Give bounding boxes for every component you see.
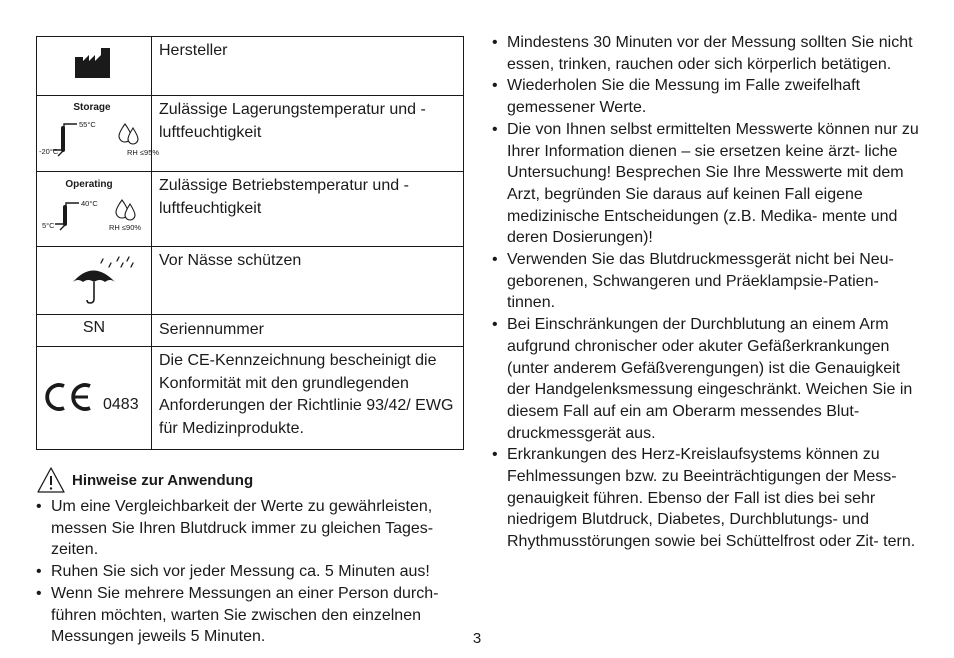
operating-label: Operating: [65, 179, 113, 190]
list-item: • Verwenden Sie das Blutdruckmessgerät nicht bei Neu- geborenen, Schwangeren und Präeklampsie-Patien- tinnen.: [492, 249, 924, 314]
table-row: [37, 37, 464, 96]
hints-heading: [36, 464, 464, 496]
icon-cell: [37, 96, 160, 172]
symbol-description: Zulässige Lagerungstemperatur und -luftfeuchtigkeit: [152, 96, 464, 172]
storage-label: Storage: [73, 102, 111, 113]
table-row: [37, 247, 464, 315]
list-item: • Bei Einschränkungen der Durchblutung an einem Arm aufgrund chronischer oder akuter Gefäßerkrankungen (unter anderem Gefäßverengungen) ist die Genauigkeit der Handgelenksmessung eingeschränkt. Weichen Sie in diesem Fall auf ein am Oberarm messendes Blut- druckmessgerät aus.: [492, 314, 924, 444]
max-temp-label: 55°C: [79, 120, 96, 129]
symbol-description: Zulässige Betriebstemperatur und -luftfeuchtigkeit: [152, 172, 464, 247]
min-temp-label: -20°C: [39, 147, 59, 156]
icon-cell: [37, 37, 152, 96]
notified-body-number: 0483: [103, 396, 139, 413]
min-temp-label: 5°C: [42, 221, 55, 230]
warning-triangle-icon: [36, 466, 66, 494]
serial-number-label: SN: [82, 319, 106, 336]
ce-mark-icon: [37, 347, 151, 444]
table-row: [37, 347, 464, 450]
hints-list-left: [36, 496, 464, 648]
symbol-description: Vor Nässe schützen: [152, 247, 464, 315]
list-item: • Um eine Vergleichbarkeit der Werte zu gewährleisten, messen Sie Ihren Blutdruck immer zu gleichen Tages- zeiten.: [36, 496, 464, 561]
list-item: • Erkrankungen des Herz-Kreislaufsystems können zu Fehlmessungen bzw. zu Beeinträchtigungen der Mess- genauigkeit führen. Ebenso der Fall ist dies bei sehr niedrigem Blutdruck, Diabetes, Durchblutungs- und Rhythmusstörungen sowie bei Schüttelfrost oder Zit- tern.: [492, 444, 924, 553]
hints-list-right: [492, 32, 924, 553]
symbol-description: Hersteller: [152, 37, 464, 96]
umbrella-rain-icon: [37, 247, 151, 309]
section-title: Hinweise zur Anwendung: [72, 471, 254, 489]
list-item: • Ruhen Sie sich vor jeder Messung ca. 5 Minuten aus!: [36, 561, 464, 583]
icon-cell: [37, 315, 152, 347]
symbol-description: Die CE-Kennzeichnung bescheinigt die Konformität mit den grundlegenden Anforderungen der Richtlinie 93/42/ EWG für Medizinprodukte.: [152, 347, 464, 450]
list-item: • Wiederholen Sie die Messung im Falle zweifelhaft gemessener Werte.: [492, 75, 924, 118]
icon-cell: [37, 347, 152, 450]
operating-temperature-humidity-icon: [37, 172, 151, 241]
icon-cell: [37, 247, 152, 315]
table-row: [37, 96, 464, 172]
humidity-label: RH ≤90%: [109, 223, 142, 232]
icon-cell: [37, 172, 152, 247]
list-item: • Die von Ihnen selbst ermittelten Messwerte können nur zu Ihrer Information dienen – sie ersetzen keine ärzt- liche Untersuchung! Besprechen Sie Ihre Messwerte mit dem Arzt, begründen Sie daraus auf keinen Fall eigene medizinische Entscheidungen (z.B. Medika- mente und deren Dosierungen)!: [492, 119, 924, 249]
symbol-table: [36, 36, 464, 450]
symbol-description: Seriennummer: [152, 315, 464, 347]
left-column: [36, 36, 464, 648]
humidity-label: RH ≤95%: [127, 148, 160, 157]
page-number: 3: [472, 630, 482, 647]
manufacturer-icon: [37, 37, 151, 90]
list-item: • Wenn Sie mehrere Messungen an einer Person durch- führen möchten, warten Sie zwischen den einzelnen Messungen jeweils 5 Minuten.: [36, 583, 464, 648]
storage-temperature-humidity-icon: [37, 96, 160, 166]
table-row: [37, 172, 464, 247]
max-temp-label: 40°C: [81, 199, 98, 208]
right-column: [492, 32, 924, 553]
list-item: • Mindestens 30 Minuten vor der Messung sollten Sie nicht essen, trinken, rauchen oder sich körperlich betätigen.: [492, 32, 924, 75]
table-row: [37, 315, 464, 347]
